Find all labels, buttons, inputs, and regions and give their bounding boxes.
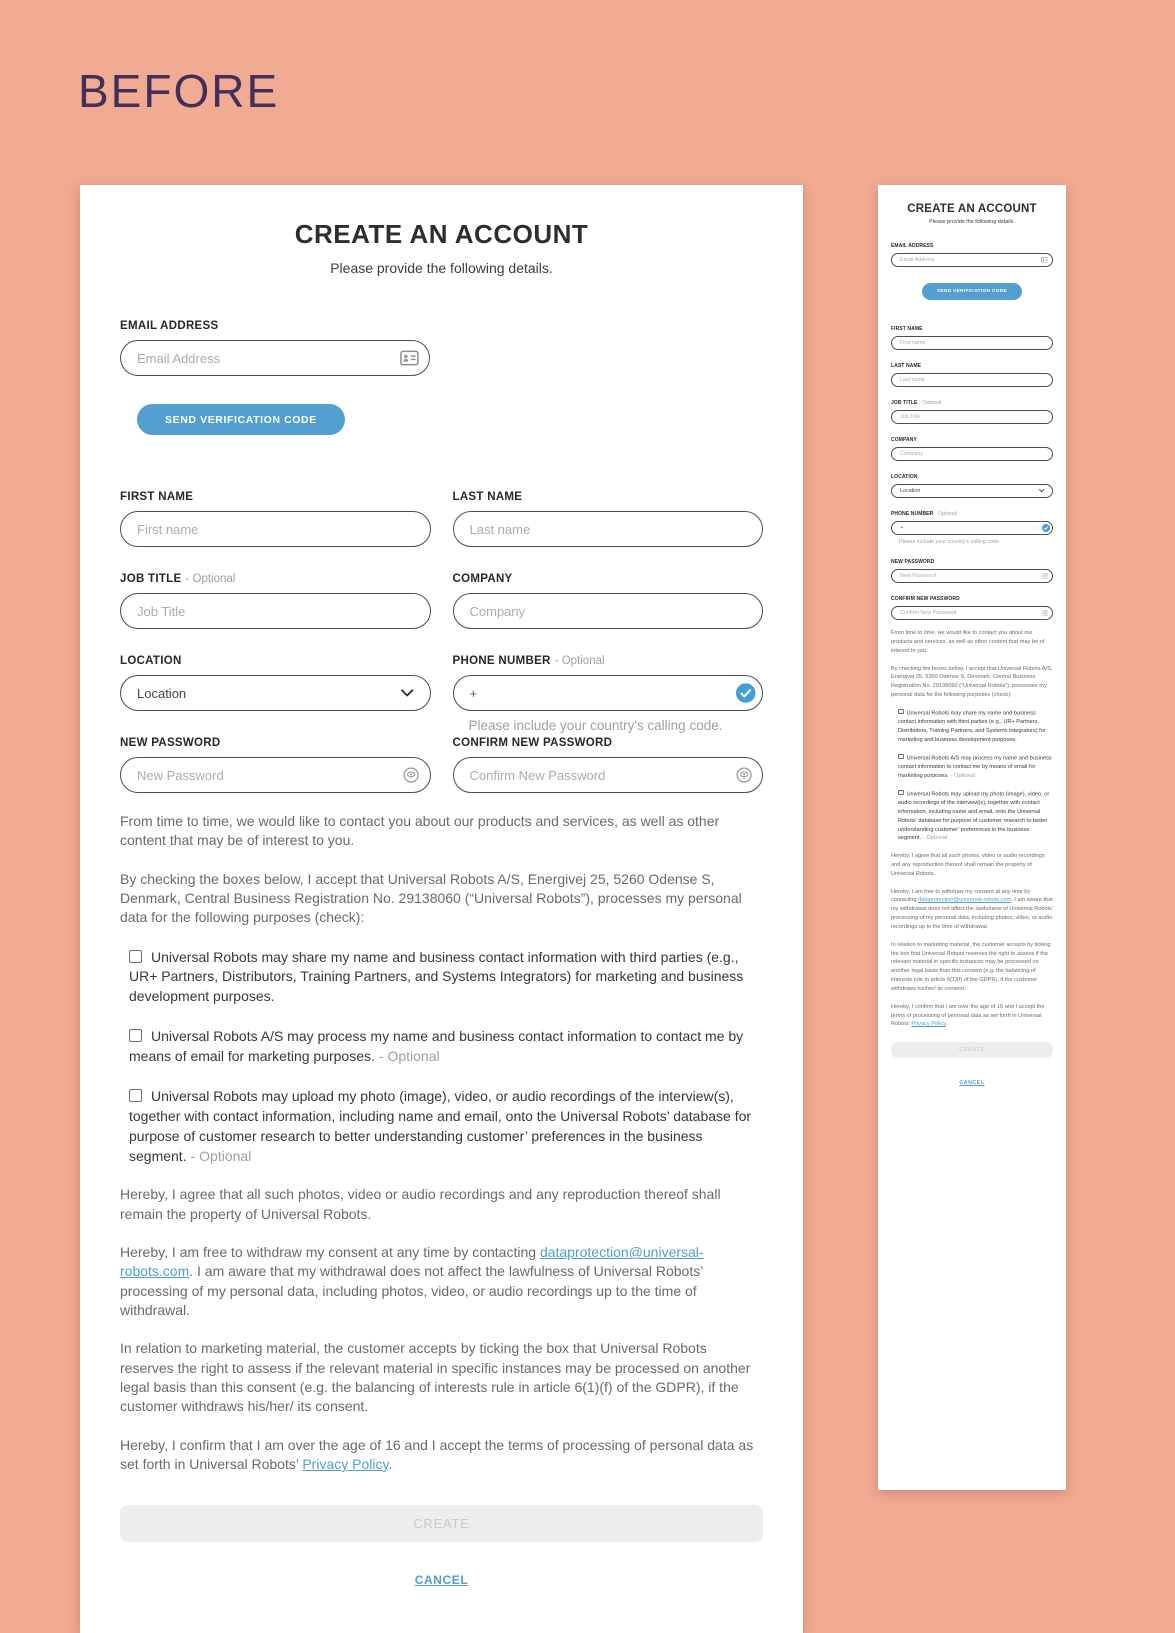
confirm-password-label xyxy=(891,596,1053,602)
withdraw-paragraph xyxy=(120,1243,763,1320)
email-label xyxy=(891,243,1053,249)
stage-label: BEFORE xyxy=(78,65,280,117)
new-password-label-text: NEW PASSWORD xyxy=(891,559,935,566)
share-consent-checkbox[interactable] xyxy=(129,950,142,963)
phone-label xyxy=(891,511,1053,517)
mobile-signup-card xyxy=(878,185,1066,1490)
phone-label xyxy=(453,655,764,667)
confirm-password-label xyxy=(453,737,764,749)
job-title-optional: - Optional xyxy=(919,400,942,406)
media-consent-checkbox[interactable] xyxy=(898,790,904,796)
new-password-label-text: NEW PASSWORD xyxy=(120,737,221,749)
chevron-down-icon xyxy=(1039,489,1044,492)
consent-share-row xyxy=(898,709,1053,745)
intro-accept-paragraph: By checking the boxes below, I accept that Universal Robots A/S, Energivej 25, 5260 Odense S, Denmark, Central Business Registration No. 29138060 (“Universal Robots”), processes my personal data for the following purposes (check): xyxy=(120,870,742,926)
new-password-input-wrap xyxy=(120,757,431,793)
data-protection-email-link[interactable]: dataprotection@universal-robots.com xyxy=(918,897,1012,904)
email-consent-checkbox[interactable] xyxy=(898,754,904,760)
create-button[interactable]: CREATE xyxy=(891,1042,1053,1058)
phone-label-text: PHONE NUMBER xyxy=(452,655,551,667)
age-text-before: Hereby, I confirm that I am over the age of 16 and I accept the terms of processing of personal data as set forth in Universal Robots’ xyxy=(120,1436,754,1472)
last-name-input[interactable] xyxy=(453,511,764,547)
phone-input[interactable] xyxy=(891,521,1053,535)
first-name-input[interactable] xyxy=(120,511,431,547)
email-input[interactable] xyxy=(891,253,1053,267)
email-consent-label: Universal Robots A/S may process my name and business contact information to contact me by means of email for marketing purposes. xyxy=(898,755,1052,779)
last-name-input[interactable] xyxy=(891,373,1053,387)
company-label xyxy=(891,437,1053,443)
location-field xyxy=(891,474,1053,498)
withdraw-paragraph xyxy=(891,888,1053,932)
send-verification-code-button[interactable]: SEND VERIFICATION CODE xyxy=(922,283,1022,300)
new-password-field xyxy=(120,737,431,793)
company-field xyxy=(453,573,764,629)
location-label xyxy=(891,474,1053,480)
marketing-paragraph: In relation to marketing material, the customer accepts by ticking the box that Universal Robots reserves the right to assess if the relevant material in specific instances may be processed on another legal basis than this consent (e.g. the balancing of interests rule in article 6(1)(f) of the GDPR), if the customer withdraws his/her/ its consent. xyxy=(120,1340,751,1415)
mobile-form-slot xyxy=(878,185,1066,1107)
last-name-label-text: LAST NAME xyxy=(452,491,523,503)
consent-share-row xyxy=(129,948,763,1008)
phone-field xyxy=(452,655,764,733)
job-title-label xyxy=(120,573,431,585)
email-field xyxy=(120,320,430,376)
cancel-wrap xyxy=(891,1071,1053,1089)
age-paragraph xyxy=(120,1436,763,1475)
share-consent-checkbox[interactable] xyxy=(898,709,904,715)
phone-input-wrap xyxy=(891,521,1053,535)
location-selected-value: Location xyxy=(900,488,921,494)
consent-email-row xyxy=(898,754,1053,781)
media-consent-label: Universal Robots may upload my photo (image), video, or audio recordings of the interview(s), together with contact information, including name and email, onto the Universal Robots’ database for purpose of customer research to better understanding customer’ preferences in the business segment. xyxy=(898,791,1050,842)
ownership-paragraph: Hereby, I agree that all such photos, video or audio recordings and any reproduction thereof shall remain the property of Universal Robots. xyxy=(120,1186,721,1222)
contact-card-icon xyxy=(400,350,419,366)
age-paragraph xyxy=(891,1003,1053,1029)
location-label-text: LOCATION xyxy=(891,474,918,480)
confirm-password-field xyxy=(891,596,1053,620)
first-name-field xyxy=(891,326,1053,350)
first-name-label-text: FIRST NAME xyxy=(891,326,923,332)
job-title-label-text: JOB TITLE xyxy=(120,573,182,585)
password-visibility-icon[interactable] xyxy=(1042,573,1049,580)
consent-media-row xyxy=(129,1087,763,1167)
email-label xyxy=(120,320,430,332)
phone-optional: - Optional xyxy=(554,655,605,667)
email-input-wrap xyxy=(891,253,1053,267)
media-consent-optional: - Optional xyxy=(923,835,948,842)
first-name-field xyxy=(120,491,431,547)
form-subtitle: Please provide the following details. xyxy=(929,219,1015,225)
phone-input[interactable] xyxy=(453,675,764,711)
password-visibility-icon[interactable] xyxy=(403,767,419,783)
company-label xyxy=(453,573,764,585)
email-consent-checkbox[interactable] xyxy=(129,1029,142,1042)
confirm-password-label-text: CONFIRM NEW PASSWORD xyxy=(891,596,960,603)
marketing-paragraph: In relation to marketing material, the customer accepts by ticking the box that Universal Robots reserves the right to assess if the relevant material in specific instances may be processed on another legal basis than this consent (e.g. the balancing of interests rule in article 6(1)(f) of the GDPR), if the customer withdraws his/her/ its consent. xyxy=(891,941,1051,992)
location-select[interactable] xyxy=(891,484,1053,498)
email-label-text: EMAIL ADDRESS xyxy=(891,243,934,249)
withdraw-text-after: . I am aware that my withdrawal does not affect the lawfulness of Universal Robots’ processing of my personal data, including photos, video, or audio recordings up to the time of withdrawal. xyxy=(891,897,1053,930)
form-grid xyxy=(891,326,1053,620)
last-name-label xyxy=(453,491,764,503)
phone-helper-text: Please include your country's calling code. xyxy=(899,539,1001,545)
share-consent-label: Universal Robots may share my name and business contact information with third parties (e.g., UR+ Partners, Distributors, Training Partners, and Systems Integrators) for marketing and business development purposes. xyxy=(129,948,744,1005)
media-consent-optional: - Optional xyxy=(190,1147,252,1164)
media-consent-checkbox[interactable] xyxy=(129,1089,142,1102)
phone-field xyxy=(891,511,1053,546)
new-password-input[interactable] xyxy=(891,569,1053,583)
location-label-text: LOCATION xyxy=(120,655,182,667)
job-title-field xyxy=(891,400,1053,424)
email-input-wrap xyxy=(120,340,430,376)
phone-helper-text: Please include your country's calling code. xyxy=(468,718,723,733)
signup-form xyxy=(80,185,803,1633)
email-input[interactable] xyxy=(120,340,430,376)
new-password-label xyxy=(120,737,431,749)
form-title: CREATE AN ACCOUNT xyxy=(294,219,589,249)
new-password-input-wrap xyxy=(891,569,1053,583)
password-visibility-icon[interactable] xyxy=(736,767,752,783)
first-name-label-text: FIRST NAME xyxy=(120,491,194,503)
company-field xyxy=(891,437,1053,461)
consent-media-row xyxy=(898,790,1053,843)
phone-label-text: PHONE NUMBER xyxy=(891,511,934,517)
confirm-password-field xyxy=(453,737,764,793)
check-badge-icon xyxy=(736,683,756,703)
privacy-policy-link[interactable]: Privacy Policy xyxy=(911,1021,946,1028)
create-button[interactable]: CREATE xyxy=(120,1505,763,1542)
job-title-label-text: JOB TITLE xyxy=(891,400,918,406)
desktop-signup-card xyxy=(80,185,803,1633)
email-consent-label: Universal Robots A/S may process my name and business contact information to contact me by means of email for marketing purposes. xyxy=(129,1028,744,1065)
intro-contact-paragraph: From time to time, we would like to contact you about our products and services, as well as other content that may be of interest to you. xyxy=(120,813,720,849)
confirm-password-input[interactable] xyxy=(891,606,1053,620)
form-subtitle: Please provide the following details. xyxy=(330,260,553,276)
email-consent-optional: - Optional xyxy=(378,1048,440,1065)
job-title-field xyxy=(120,573,431,629)
email-field xyxy=(891,243,1053,267)
confirm-password-label-text: CONFIRM NEW PASSWORD xyxy=(452,737,613,749)
location-field xyxy=(120,655,431,711)
withdraw-text-before: Hereby, I am free to withdraw my consent at any time by contacting xyxy=(891,888,1031,904)
intro-accept-paragraph: By checking the boxes below, I accept that Universal Robots A/S, Energivej 25, 5260 Odense S, Denmark, Central Business Registration No. 29138060 (“Universal Robots”), processes my personal data for the following purposes (check): xyxy=(891,665,1053,699)
signup-form xyxy=(878,185,1066,1107)
cancel-link[interactable]: CANCEL xyxy=(959,1080,985,1087)
new-password-input[interactable] xyxy=(120,757,431,793)
job-title-input[interactable] xyxy=(891,410,1053,424)
password-visibility-icon[interactable] xyxy=(1042,610,1049,617)
media-consent-label: Universal Robots may upload my photo (image), video, or audio recordings of the interview(s), together with contact information, including name and email, onto the Universal Robots’ database for purpose of customer research to better understanding customer’ preferences in the business segment. xyxy=(129,1087,752,1164)
first-name-label xyxy=(891,326,1053,332)
last-name-field xyxy=(453,491,764,547)
share-consent-label: Universal Robots may share my name and business contact information with third parties (e.g., UR+ Partners, Distributors, Training Partners, and Systems Integrators) for marketing and business development purposes. xyxy=(898,710,1046,743)
job-title-optional: - Optional xyxy=(185,573,236,585)
consent-email-row xyxy=(129,1027,763,1067)
last-name-label-text: LAST NAME xyxy=(891,363,922,369)
company-input[interactable] xyxy=(891,447,1053,461)
location-select[interactable] xyxy=(120,675,431,711)
privacy-policy-link[interactable]: Privacy Policy xyxy=(302,1455,389,1472)
first-name-input[interactable] xyxy=(891,336,1053,350)
email-label-text: EMAIL ADDRESS xyxy=(120,320,219,332)
withdraw-text-after: . I am aware that my withdrawal does not affect the lawfulness of Universal Robots’ processing of my personal data, including photos, video, or audio recordings up to the time of withdrawal. xyxy=(120,1263,703,1318)
new-password-field xyxy=(891,559,1053,583)
location-selected-value: Location xyxy=(137,685,187,701)
phone-input-wrap xyxy=(453,675,764,711)
age-text-before: Hereby, I confirm that I am over the age of 16 and I accept the terms of processing of personal data as set forth in Universal Robots’ xyxy=(891,1003,1045,1028)
confirm-password-input[interactable] xyxy=(453,757,764,793)
ownership-paragraph: Hereby, I agree that all such photos, video or audio recordings and any reproduction thereof shall remain the property of Universal Robots. xyxy=(891,853,1045,877)
chevron-down-icon xyxy=(401,689,413,697)
confirm-password-input-wrap xyxy=(453,757,764,793)
confirm-password-input-wrap xyxy=(891,606,1053,620)
age-text-after: . xyxy=(388,1455,393,1472)
form-grid xyxy=(120,491,763,793)
job-title-label xyxy=(891,400,1053,406)
first-name-label xyxy=(120,491,431,503)
company-input[interactable] xyxy=(453,593,764,629)
job-title-input[interactable] xyxy=(120,593,431,629)
cancel-wrap xyxy=(120,1571,763,1589)
location-label xyxy=(120,655,431,667)
send-verification-code-button[interactable]: SEND VERIFICATION CODE xyxy=(137,404,345,435)
withdraw-text-before: Hereby, I am free to withdraw my consent at any time by contacting xyxy=(120,1244,540,1261)
company-label-text: COMPANY xyxy=(452,573,513,585)
contact-card-icon xyxy=(1041,257,1049,263)
cancel-link[interactable]: CANCEL xyxy=(414,1573,469,1588)
new-password-label xyxy=(891,559,1053,565)
intro-contact-paragraph: From time to time, we would like to contact you about our products and services, as well as other content that may be of interest to you. xyxy=(891,630,1045,654)
form-title: CREATE AN ACCOUNT xyxy=(907,203,1037,215)
last-name-field xyxy=(891,363,1053,387)
phone-optional: - Optional xyxy=(935,511,958,517)
age-text-after: . xyxy=(945,1021,948,1028)
last-name-label xyxy=(891,363,1053,369)
data-protection-email-link[interactable]: dataprotection@universal-robots.com xyxy=(120,1244,704,1280)
company-label-text: COMPANY xyxy=(891,437,917,443)
check-badge-icon xyxy=(1042,524,1050,532)
email-consent-optional: - Optional xyxy=(950,772,975,779)
